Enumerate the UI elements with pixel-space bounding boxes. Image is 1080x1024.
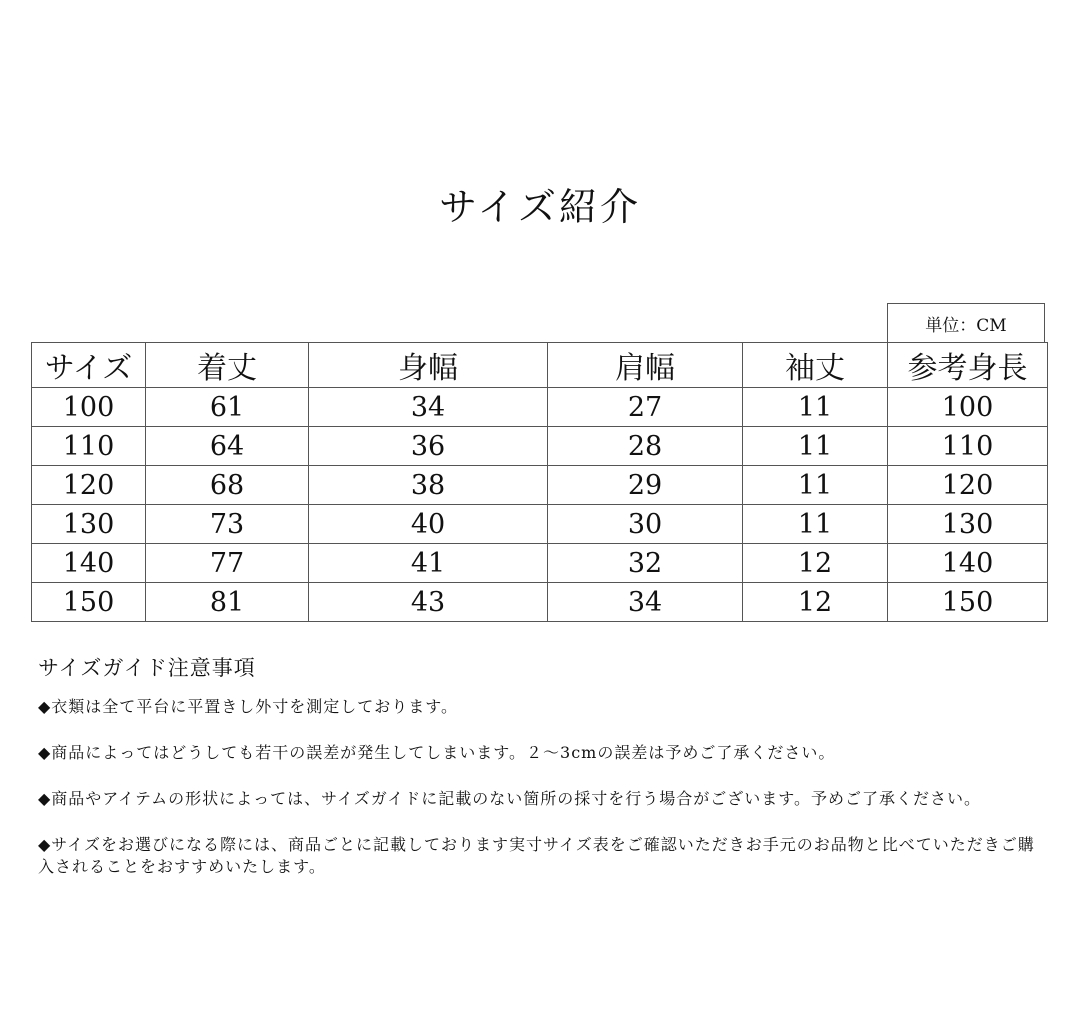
table-cell: 11 bbox=[743, 505, 888, 544]
header-length: 着丈 bbox=[146, 343, 309, 388]
table-cell: 28 bbox=[548, 427, 743, 466]
table-cell: 100 bbox=[32, 388, 146, 427]
table-cell: 11 bbox=[743, 388, 888, 427]
table-cell: 11 bbox=[743, 466, 888, 505]
table-cell: 140 bbox=[32, 544, 146, 583]
header-size: サイズ bbox=[32, 343, 146, 388]
note-item: ◆商品によってはどうしても若干の誤差が発生してしまいます。２～3cmの誤差は予めご了承ください。 bbox=[38, 743, 836, 762]
table-cell: 32 bbox=[548, 544, 743, 583]
table-cell: 77 bbox=[146, 544, 309, 583]
size-table bbox=[31, 342, 1048, 622]
note-item: ◆商品やアイテムの形状によっては、サイズガイドに記載のない箇所の採寸を行う場合がございます。予めご了承ください。 bbox=[38, 789, 982, 808]
table-cell: 150 bbox=[888, 583, 1048, 622]
table-cell: 110 bbox=[32, 427, 146, 466]
table-cell: 34 bbox=[309, 388, 548, 427]
table-row bbox=[32, 427, 1048, 466]
table-row bbox=[32, 466, 1048, 505]
table-cell: 41 bbox=[309, 544, 548, 583]
table-cell: 150 bbox=[32, 583, 146, 622]
table-cell: 27 bbox=[548, 388, 743, 427]
table-cell: 64 bbox=[146, 427, 309, 466]
table-cell: 12 bbox=[743, 583, 888, 622]
table-cell: 81 bbox=[146, 583, 309, 622]
table-cell: 68 bbox=[146, 466, 309, 505]
table-cell: 61 bbox=[146, 388, 309, 427]
table-cell: 140 bbox=[888, 544, 1048, 583]
table-cell: 11 bbox=[743, 427, 888, 466]
table-cell: 110 bbox=[888, 427, 1048, 466]
table-cell: 73 bbox=[146, 505, 309, 544]
table-cell: 120 bbox=[888, 466, 1048, 505]
table-cell: 29 bbox=[548, 466, 743, 505]
header-shoulder-width: 肩幅 bbox=[548, 343, 743, 388]
table-cell: 38 bbox=[309, 466, 548, 505]
table-cell: 130 bbox=[32, 505, 146, 544]
table-cell: 100 bbox=[888, 388, 1048, 427]
header-sleeve-length: 袖丈 bbox=[743, 343, 888, 388]
table-row bbox=[32, 388, 1048, 427]
header-reference-height: 参考身長 bbox=[888, 343, 1048, 388]
note-item: ◆サイズをお選びになる際には、商品ごとに記載しております実寸サイズ表をご確認いただきお手元のお品物と比べていただきご購入されることをおすすめいたします。 bbox=[38, 835, 1035, 876]
size-guide-notes bbox=[38, 652, 1038, 902]
table-row bbox=[32, 505, 1048, 544]
table-header-row bbox=[32, 343, 1048, 388]
table-cell: 120 bbox=[32, 466, 146, 505]
notes-heading: サイズガイド注意事項 bbox=[38, 656, 256, 680]
table-cell: 36 bbox=[309, 427, 548, 466]
table-cell: 30 bbox=[548, 505, 743, 544]
header-chest-width: 身幅 bbox=[309, 343, 548, 388]
table-row bbox=[32, 583, 1048, 622]
table-cell: 130 bbox=[888, 505, 1048, 544]
table-row bbox=[32, 544, 1048, 583]
table-cell: 40 bbox=[309, 505, 548, 544]
table-cell: 12 bbox=[743, 544, 888, 583]
unit-label: 単位：CM bbox=[887, 303, 1045, 343]
page-title: サイズ紹介 bbox=[439, 185, 641, 229]
note-item: ◆衣類は全て平台に平置きし外寸を測定しております。 bbox=[38, 697, 459, 716]
table-cell: 43 bbox=[309, 583, 548, 622]
table-cell: 34 bbox=[548, 583, 743, 622]
